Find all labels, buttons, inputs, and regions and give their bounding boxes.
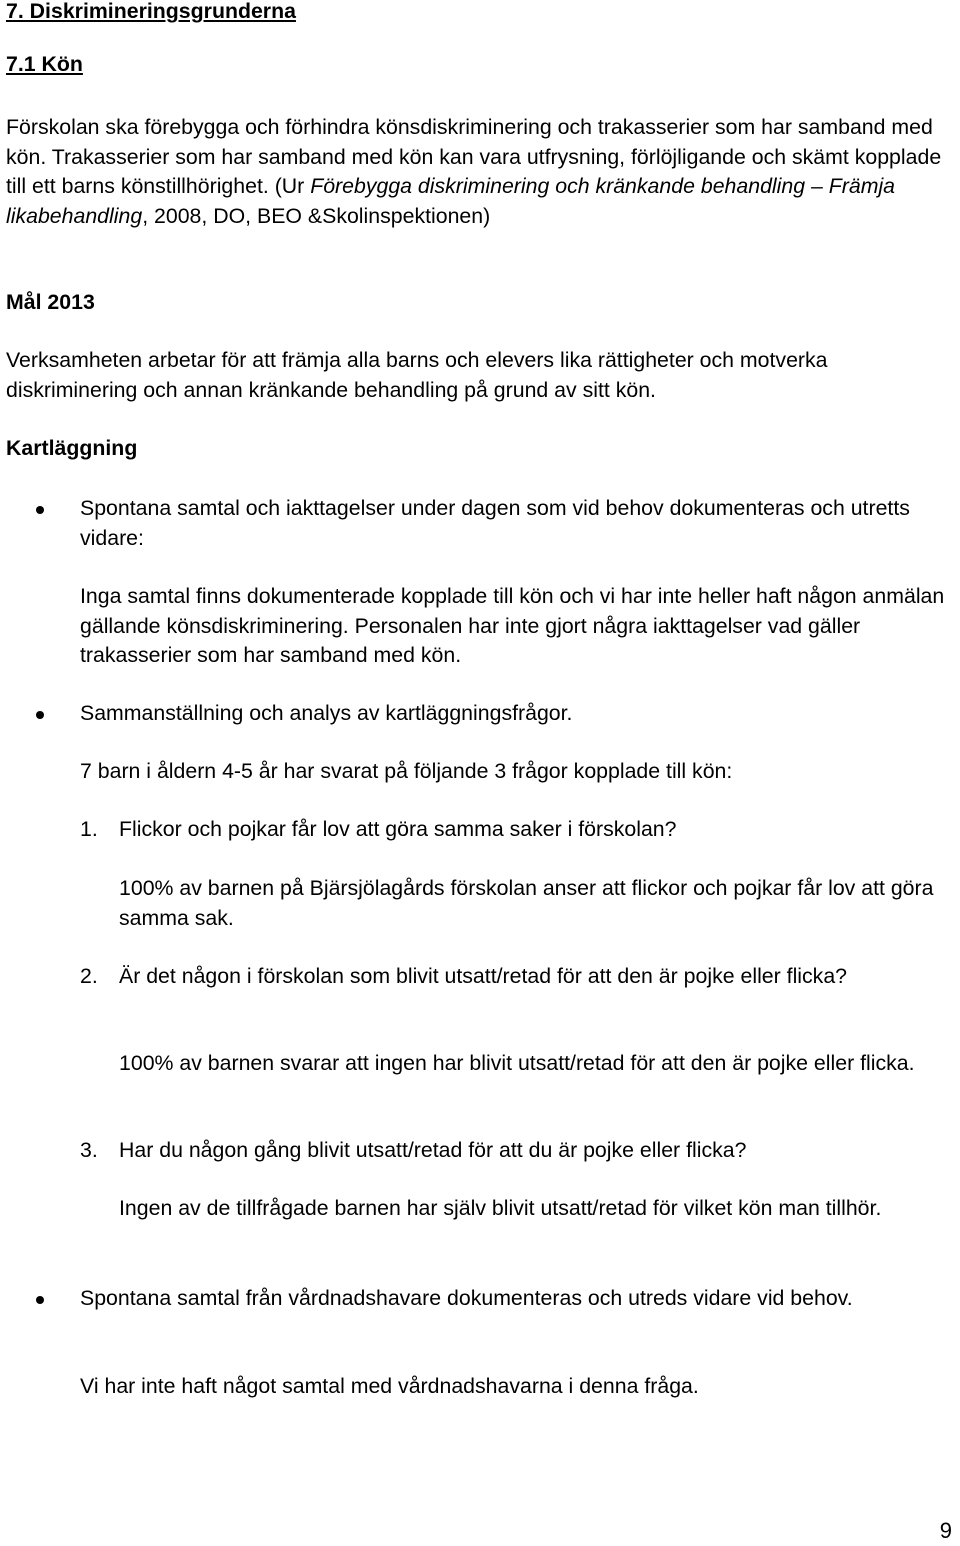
question-number: 1. (80, 817, 98, 841)
bullet-3-label: Spontana samtal från vårdnadshavare dokumenteras och utreds vidare vid behov. (80, 1286, 853, 1310)
question-text: Är det någon i förskolan som blivit utsatt/retad för att den är pojke eller flicka? (119, 964, 848, 988)
source-dash: – (805, 174, 829, 198)
bullet-dot (36, 711, 44, 719)
page-number: 9 (939, 1518, 952, 1543)
source-title-2: Främja likabehandling (6, 174, 896, 228)
goal-heading: Mål 2013 (6, 290, 95, 314)
answer-text: Ingen av de tillfrågade barnen har själv blivit utsatt/retad för vilket kön man tillhör. (119, 1196, 882, 1220)
bullet-dot (36, 506, 44, 514)
answer-text: 100% av barnen på Bjärsjölagårds förskolan anser att flickor och pojkar får lov att göra samma sak. (119, 876, 934, 930)
bullet-2-label: Sammanställning och analys av kartläggningsfrågor. (80, 701, 573, 725)
intro-text: Förskolan ska förebygga och förhindra könsdiskriminering och trakasserier som har samband med kön. Trakasserier som har samband med kön kan vara utfrysning, förlöjligande och skämt kopplade till ett barns könstillhörighet. (Ur (6, 115, 942, 198)
question-number: 3. (80, 1138, 98, 1162)
bullet-dot (36, 1296, 44, 1304)
bullet-3-body: Vi har inte haft något samtal med vårdnadshavarna i denna fråga. (80, 1374, 699, 1398)
answer-text: 100% av barnen svarar att ingen har blivit utsatt/retad för att den är pojke eller flicka. (119, 1051, 915, 1075)
bullet-2-intro: 7 barn i åldern 4-5 år har svarat på följande 3 frågor kopplade till kön: (80, 759, 733, 783)
subsection-heading: 7.1 Kön (6, 52, 83, 76)
question-text: Har du någon gång blivit utsatt/retad för att du är pojke eller flicka? (119, 1138, 747, 1162)
goal-text: Verksamheten arbetar för att främja alla barns och elevers lika rättigheter och motverka diskriminering och annan kränkande behandling på grund av sitt kön. (6, 348, 828, 402)
bullet-1-body: Inga samtal finns dokumenterade kopplade till kön och vi har inte heller haft någon anmälan gällande könsdiskriminering. Personalen har inte gjort några iakttagelser vad gäller trakasserier som har samband med kön. (80, 584, 945, 667)
bullet-1-label: Spontana samtal och iakttagelser under dagen som vid behov dokumenteras och utretts vidare: (80, 496, 910, 550)
source-title-1: Förebygga diskriminering och kränkande behandling (310, 174, 806, 198)
mapping-heading: Kartläggning (6, 436, 138, 460)
question-number: 2. (80, 964, 98, 988)
source-tail: , 2008, DO, BEO &Skolinspektionen) (142, 203, 491, 228)
question-text: Flickor och pojkar får lov att göra samma saker i förskolan? (119, 817, 677, 841)
section-heading: 7. Diskrimineringsgrunderna (6, 0, 296, 23)
intro-paragraph (6, 113, 946, 231)
